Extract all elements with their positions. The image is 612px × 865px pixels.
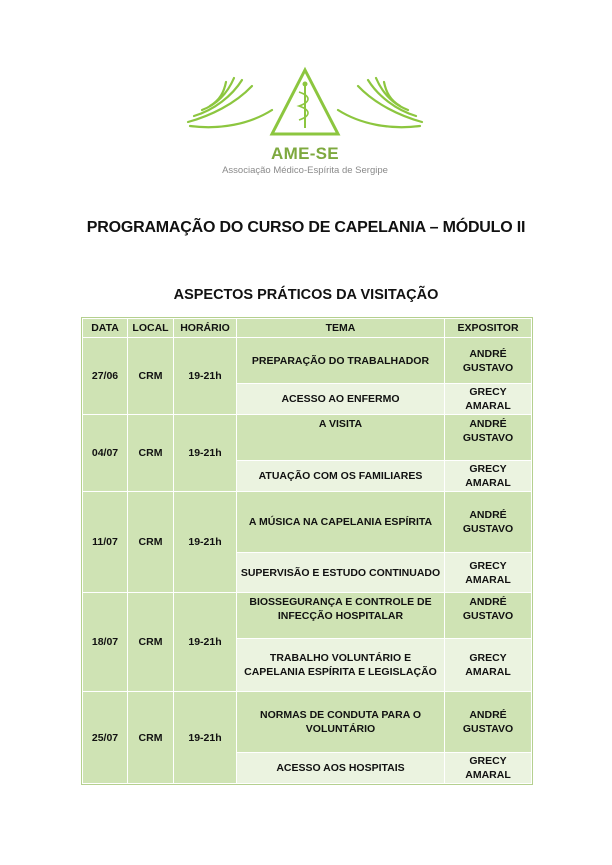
cell-tema: SUPERVISÃO E ESTUDO CONTINUADO	[237, 553, 445, 593]
table-row	[83, 415, 532, 461]
column-header-expositor: EXPOSITOR	[445, 319, 532, 338]
cell-expositor: ANDRÉ GUSTAVO	[445, 692, 532, 753]
cell-expositor: ANDRÉ GUSTAVO	[445, 415, 532, 461]
table-header-row	[83, 319, 532, 338]
cell-local: CRM	[128, 593, 174, 692]
cell-tema: ACESSO AOS HOSPITAIS	[237, 753, 445, 784]
cell-horario: 19-21h	[174, 415, 237, 492]
ame-se-logo	[180, 66, 430, 182]
cell-tema: BIOSSEGURANÇA E CONTROLE DE INFECÇÃO HOSPITALAR	[237, 593, 445, 639]
cell-horario: 19-21h	[174, 338, 237, 415]
cell-expositor: GRECY AMARAL	[445, 753, 532, 784]
cell-expositor: ANDRÉ GUSTAVO	[445, 593, 532, 639]
column-header-local: LOCAL	[128, 319, 174, 338]
logo-organization-name: Associação Médico-Espírita de Sergipe	[222, 165, 388, 176]
cell-expositor: GRECY AMARAL	[445, 461, 532, 492]
cell-tema: A VISITA	[237, 415, 445, 461]
cell-expositor: ANDRÉ GUSTAVO	[445, 492, 532, 553]
cell-local: CRM	[128, 692, 174, 784]
table-row	[83, 492, 532, 553]
column-header-horario: HORÁRIO	[174, 319, 237, 338]
cell-local: CRM	[128, 338, 174, 415]
cell-horario: 19-21h	[174, 492, 237, 593]
table-row	[83, 692, 532, 753]
cell-horario: 19-21h	[174, 692, 237, 784]
cell-local: CRM	[128, 492, 174, 593]
cell-expositor: GRECY AMARAL	[445, 639, 532, 692]
cell-expositor: GRECY AMARAL	[445, 553, 532, 593]
cell-horario: 19-21h	[174, 593, 237, 692]
table-row	[83, 593, 532, 639]
cell-date: 04/07	[83, 415, 128, 492]
page-title: PROGRAMAÇÃO DO CURSO DE CAPELANIA – MÓDULO II	[86, 219, 526, 236]
column-header-data: DATA	[83, 319, 128, 338]
table-row	[83, 338, 532, 384]
section-subtitle: ASPECTOS PRÁTICOS DA VISITAÇÃO	[173, 287, 439, 303]
cell-tema: ATUAÇÃO COM OS FAMILIARES	[237, 461, 445, 492]
cell-expositor: ANDRÉ GUSTAVO	[445, 338, 532, 384]
cell-date: 27/06	[83, 338, 128, 415]
cell-tema: ACESSO AO ENFERMO	[237, 384, 445, 415]
cell-date: 11/07	[83, 492, 128, 593]
cell-tema: A MÚSICA NA CAPELANIA ESPÍRITA	[237, 492, 445, 553]
cell-date: 25/07	[83, 692, 128, 784]
cell-local: CRM	[128, 415, 174, 492]
cell-expositor: GRECY AMARAL	[445, 384, 532, 415]
logo-acronym: AME-SE	[271, 144, 339, 163]
schedule-table	[82, 318, 532, 784]
cell-tema: PREPARAÇÃO DO TRABALHADOR	[237, 338, 445, 384]
cell-date: 18/07	[83, 593, 128, 692]
column-header-tema: TEMA	[237, 319, 445, 338]
cell-tema: TRABALHO VOLUNTÁRIO E CAPELANIA ESPÍRITA E LEGISLAÇÃO	[237, 639, 445, 692]
cell-tema: NORMAS DE CONDUTA PARA O VOLUNTÁRIO	[237, 692, 445, 753]
